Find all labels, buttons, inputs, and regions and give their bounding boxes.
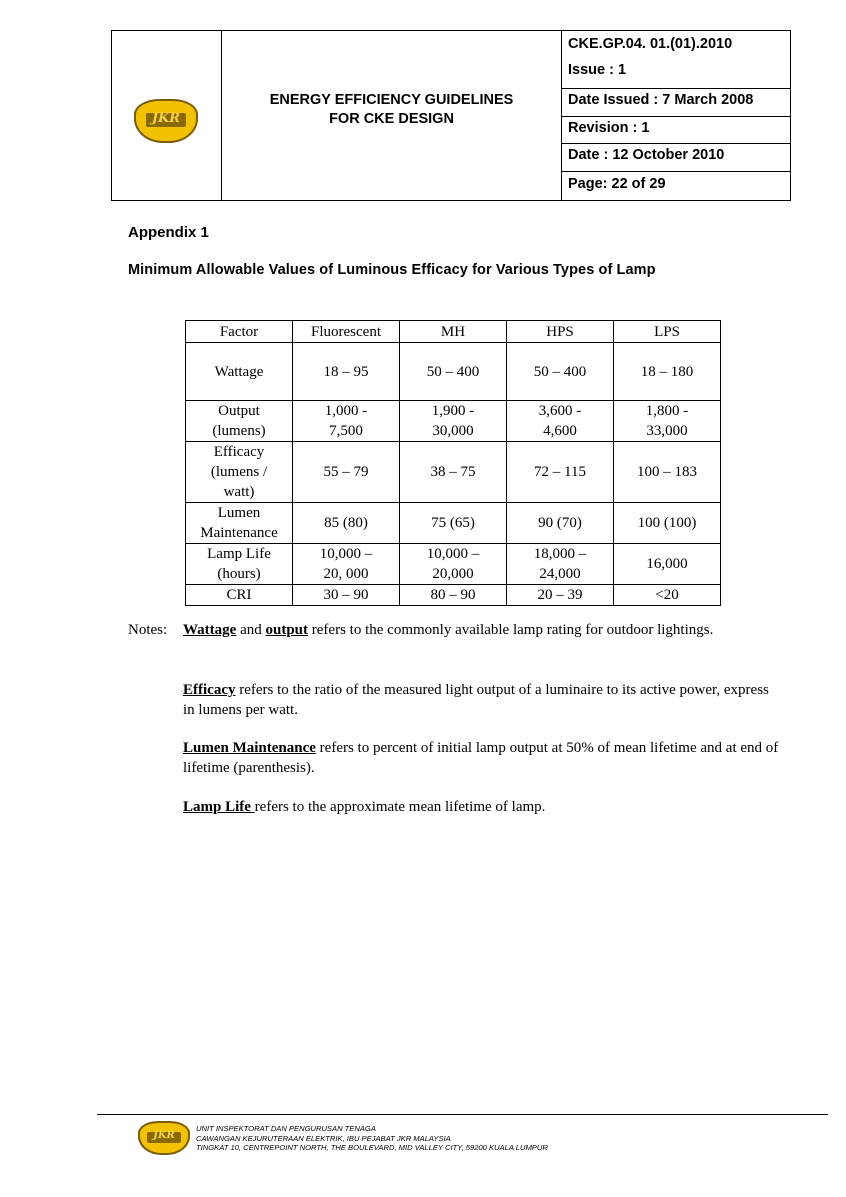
appendix-heading: Appendix 1 [128, 224, 209, 241]
table-cell: 100 – 183 [614, 442, 721, 503]
table-header-row [186, 321, 721, 343]
table-cell: Lamp Life (hours) [186, 544, 293, 585]
table-cell: 80 – 90 [400, 585, 507, 606]
title-line-2: FOR CKE DESIGN [329, 111, 454, 127]
table-cell: <20 [614, 585, 721, 606]
table-cell: 16,000 [614, 544, 721, 585]
footer-line-1: UNIT INSPEKTORAT DAN PENGURUSAN TENAGA [196, 1124, 376, 1133]
table-cell: 3,600 - 4,600 [507, 401, 614, 442]
jkr-logo-text: JKR [151, 111, 181, 126]
note-term: Wattage [183, 622, 237, 638]
jkr-logo-text: JKR [153, 1130, 175, 1141]
table-cell: 18 – 180 [614, 343, 721, 401]
note-wattage: Wattage and output refers to the commonly available lamp rating for outdoor lightings. [183, 622, 714, 638]
table-cell: 38 – 75 [400, 442, 507, 503]
table-cell: 30 – 90 [293, 585, 400, 606]
column-header: LPS [614, 321, 721, 343]
note-term: Lumen Maintenance [183, 740, 316, 756]
column-header: HPS [507, 321, 614, 343]
table-cell: Lumen Maintenance [186, 503, 293, 544]
page-number: Page: 22 of 29 [568, 176, 666, 192]
divider [562, 171, 790, 172]
table-cell: 75 (65) [400, 503, 507, 544]
notes-label: Notes: [128, 622, 168, 638]
note-lamp-life [183, 797, 783, 817]
note-text: refers to the ratio of the measured light output of a luminaire to its active power, express in lumens per watt. [183, 682, 769, 718]
footer-jkr-logo [138, 1121, 190, 1155]
table-cell: 50 – 400 [507, 343, 614, 401]
document-title [222, 91, 561, 129]
note-efficacy [183, 680, 783, 720]
note-term: Efficacy [183, 682, 236, 698]
revision: Revision : 1 [568, 120, 650, 136]
column-header: Fluorescent [293, 321, 400, 343]
table-cell: 55 – 79 [293, 442, 400, 503]
table-cell: Output (lumens) [186, 401, 293, 442]
note-text: refers to percent of initial lamp output at 50% of mean lifetime and at end of lifetime (parenthesis). [183, 740, 779, 776]
note-lumen-maintenance [183, 738, 783, 778]
table-row [186, 343, 721, 401]
issue: Issue : 1 [568, 62, 627, 78]
table-cell: 18,000 – 24,000 [507, 544, 614, 585]
table-cell: CRI [186, 585, 293, 606]
table-cell: 1,900 - 30,000 [400, 401, 507, 442]
table-cell: 85 (80) [293, 503, 400, 544]
divider [562, 116, 790, 117]
jkr-logo [134, 99, 198, 143]
table-cell: 100 (100) [614, 503, 721, 544]
table-cell: 50 – 400 [400, 343, 507, 401]
footer-line-3: TINGKAT 10, CENTREPOINT NORTH, THE BOULEVARD, MID VALLEY CITY, 59200 KUALA LUMPUR [196, 1143, 548, 1152]
table-row [186, 442, 721, 503]
header-title-cell [222, 31, 562, 200]
luminous-efficacy-table [185, 320, 721, 606]
divider [562, 88, 790, 89]
column-header: Factor [186, 321, 293, 343]
table-cell: 10,000 – 20,000 [400, 544, 507, 585]
note-term: output [265, 622, 309, 638]
note-text: refers to the commonly available lamp rating for outdoor lightings. [308, 622, 714, 638]
table-cell: 1,800 - 33,000 [614, 401, 721, 442]
header-info-cell [562, 31, 790, 200]
note-text: refers to the approximate mean lifetime of lamp. [254, 799, 546, 815]
footer-line-2: CAWANGAN KEJURUTERAAN ELEKTRIK, IBU PEJABAT JKR MALAYSIA [196, 1134, 451, 1143]
document-header [111, 30, 791, 201]
table-row [186, 585, 721, 606]
footer-divider [97, 1114, 828, 1115]
table-row [186, 401, 721, 442]
table-cell: 1,000 - 7,500 [293, 401, 400, 442]
table-cell: 72 – 115 [507, 442, 614, 503]
table-cell: 20 – 39 [507, 585, 614, 606]
table-cell: Wattage [186, 343, 293, 401]
revision-date: Date : 12 October 2010 [568, 147, 725, 163]
table-cell: 18 – 95 [293, 343, 400, 401]
table-row [186, 544, 721, 585]
header-logo-cell [112, 31, 222, 200]
note-term: Lamp Life [183, 799, 255, 815]
table-cell: 10,000 – 20, 000 [293, 544, 400, 585]
table-title: Minimum Allowable Values of Luminous Efficacy for Various Types of Lamp [128, 262, 656, 278]
divider [562, 143, 790, 144]
date-issued: Date Issued : 7 March 2008 [568, 92, 754, 108]
table-cell: Efficacy (lumens / watt) [186, 442, 293, 503]
doc-code: CKE.GP.04. 01.(01).2010 [568, 36, 733, 52]
table-row [186, 503, 721, 544]
table-cell: 90 (70) [507, 503, 614, 544]
title-line-1: ENERGY EFFICIENCY GUIDELINES [269, 92, 514, 108]
column-header: MH [400, 321, 507, 343]
